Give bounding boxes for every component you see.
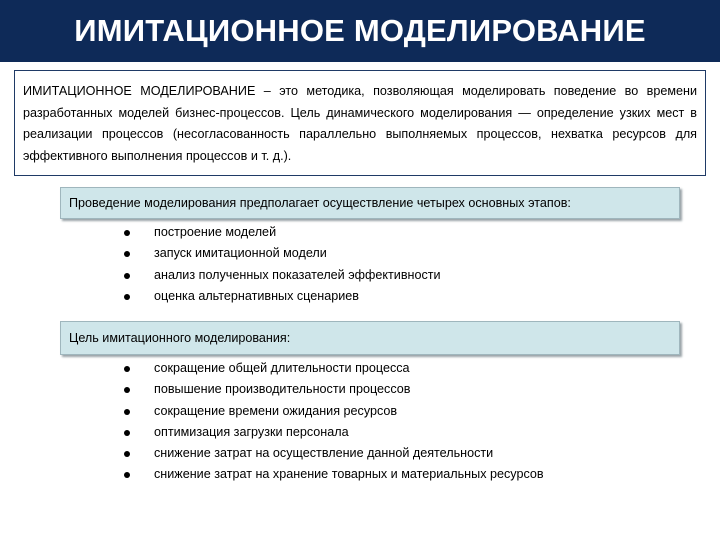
list-item-label: построение моделей bbox=[154, 225, 277, 239]
list-item-label: оценка альтернативных сценариев bbox=[154, 288, 359, 303]
list-item bbox=[124, 222, 441, 243]
bullet-icon bbox=[124, 430, 130, 436]
list-item-label: анализ полученных показателей эффективности bbox=[154, 267, 441, 282]
list-item bbox=[124, 422, 544, 443]
bullet-icon bbox=[124, 472, 130, 478]
definition-paragraph bbox=[23, 81, 697, 167]
bullet-icon bbox=[124, 251, 130, 257]
page-title: ИМИТАЦИОННОЕ МОДЕЛИРОВАНИЕ bbox=[74, 13, 646, 48]
list-item-label: повышение производительности процессов bbox=[154, 382, 411, 397]
list-item bbox=[124, 243, 441, 264]
list-item bbox=[124, 286, 441, 307]
definition-term: ИМИТАЦИОННОЕ МОДЕЛИРОВАНИЕ bbox=[23, 84, 256, 98]
list-item-label: оптимизация загрузки персонала bbox=[154, 424, 349, 439]
list-item bbox=[124, 443, 544, 464]
list-item bbox=[124, 265, 441, 286]
goals-list bbox=[124, 358, 544, 486]
bullet-icon bbox=[124, 273, 130, 279]
stages-heading: Проведение моделирования предполагает осуществление четырех основных этапов: bbox=[69, 196, 571, 210]
list-item bbox=[124, 379, 544, 400]
definition-text: – это методика, позволяющая моделировать поведение во времени разработанных моделей бизнес-процессов. Цель динамического моделирования — определение узких мест в реализации процессов (несогласованность параллельно выполняемых процессов, нехватка ресурсов для эффективного выполнения процессов и т. д.). bbox=[23, 84, 698, 163]
list-item-label: сокращение общей длительности процесса bbox=[154, 361, 410, 375]
stages-heading-box bbox=[60, 187, 680, 219]
list-item-label: снижение затрат на осуществление данной деятельности bbox=[154, 446, 494, 461]
bullet-icon bbox=[124, 387, 130, 393]
list-item bbox=[124, 401, 544, 422]
list-item bbox=[124, 464, 544, 485]
list-item-label: запуск имитационной модели bbox=[154, 246, 327, 261]
goals-heading-box bbox=[60, 321, 680, 355]
list-item bbox=[124, 358, 544, 379]
bullet-icon bbox=[124, 366, 130, 372]
bullet-icon bbox=[124, 409, 130, 415]
stages-list bbox=[124, 222, 441, 307]
definition-box bbox=[14, 70, 706, 176]
bullet-icon bbox=[124, 451, 130, 457]
list-item-label: снижение затрат на хранение товарных и материальных ресурсов bbox=[154, 467, 544, 482]
title-bar bbox=[0, 0, 720, 62]
goals-heading: Цель имитационного моделирования: bbox=[69, 331, 291, 345]
list-item-label: сокращение времени ожидания ресурсов bbox=[154, 403, 398, 418]
bullet-icon bbox=[124, 230, 130, 236]
bullet-icon bbox=[124, 294, 130, 300]
